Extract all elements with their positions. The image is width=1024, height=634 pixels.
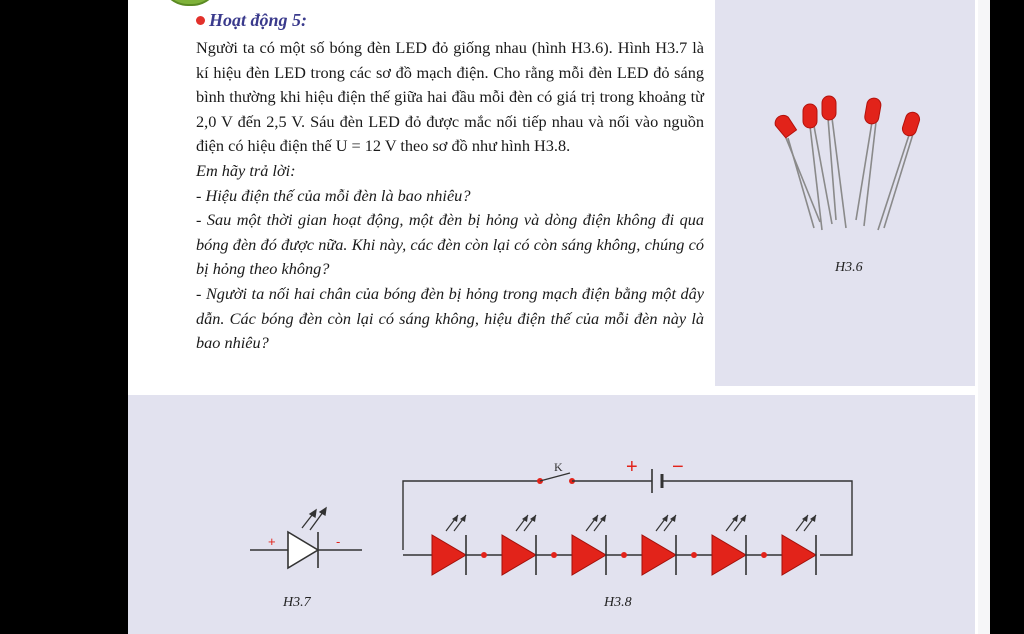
h38-caption: H3.8 [604, 595, 632, 610]
battery-minus-label: − [672, 456, 684, 478]
activity-body [196, 36, 704, 356]
series-node-3 [621, 552, 627, 558]
series-node-2 [551, 552, 557, 558]
led-symbol-figure [250, 500, 370, 590]
series-node-5 [761, 552, 767, 558]
circuit-wire-left-top [403, 481, 540, 550]
question-2: - Sau một thời gian hoạt động, một đèn bị hỏng và dòng điện không đi qua bóng đèn đó được nữa. Khi này, các đèn còn lại có còn sáng không, chúng có bị hỏng theo không? [196, 210, 704, 279]
led-chain [432, 515, 816, 575]
battery-plus-label: + [626, 456, 638, 478]
series-node-1 [481, 552, 487, 558]
series-led-1 [432, 515, 466, 575]
led-symbol-minus: - [336, 534, 341, 549]
switch-label: K [554, 460, 563, 474]
series-led-5 [712, 515, 746, 575]
led-photo-leads [786, 118, 913, 230]
activity-paragraph: Người ta có một số bóng đèn LED đỏ giống nhau (hình H3.6). Hình H3.7 là kí hiệu đèn LED trong các sơ đồ mạch điện. Cho rằng mỗi đèn LED đỏ sáng bình thường khi hiệu điện thế giữa hai đầu mỗi đèn có giá trị trong khoảng từ 2,0 V đến 2,5 V. Sáu đèn LED đỏ được mắc nối tiếp nhau và nối vào nguồn điện có hiệu điện thế U = 12 V theo sơ đồ như hình H3.8. [196, 38, 704, 156]
activity-prompt: Em hãy trả lời: [196, 160, 296, 180]
activity-heading [196, 10, 307, 31]
page-edge [978, 0, 990, 634]
bullet-dot-icon [196, 16, 205, 25]
series-led-3 [572, 515, 606, 575]
series-led-circuit-figure [400, 455, 870, 595]
question-3: - Người ta nối hai chân của bóng đèn bị hỏng trong mạch điện bằng một dây dẫn. Các bóng đèn còn lại có sáng không, hiệu điện thế của mỗi đèn này là bao nhiêu? [196, 283, 704, 353]
question-1: - Hiệu điện thế của mỗi đèn là bao nhiêu? [196, 185, 471, 205]
series-led-4 [642, 515, 676, 575]
switch-lever [540, 473, 570, 481]
circuit-wire-right [662, 481, 852, 555]
h36-caption: H3.6 [835, 260, 863, 275]
led-symbol-triangle [288, 532, 318, 568]
led-symbol-plus: + [268, 534, 276, 549]
activity-heading-text: Hoạt động 5: [209, 10, 308, 30]
series-node-4 [691, 552, 697, 558]
series-led-6 [782, 515, 816, 575]
led-symbol-arrows-icon [302, 508, 326, 530]
h37-caption: H3.7 [283, 595, 311, 610]
series-led-2 [502, 515, 536, 575]
led-photo-bulbs [774, 96, 921, 139]
led-photo-figure [760, 90, 960, 240]
